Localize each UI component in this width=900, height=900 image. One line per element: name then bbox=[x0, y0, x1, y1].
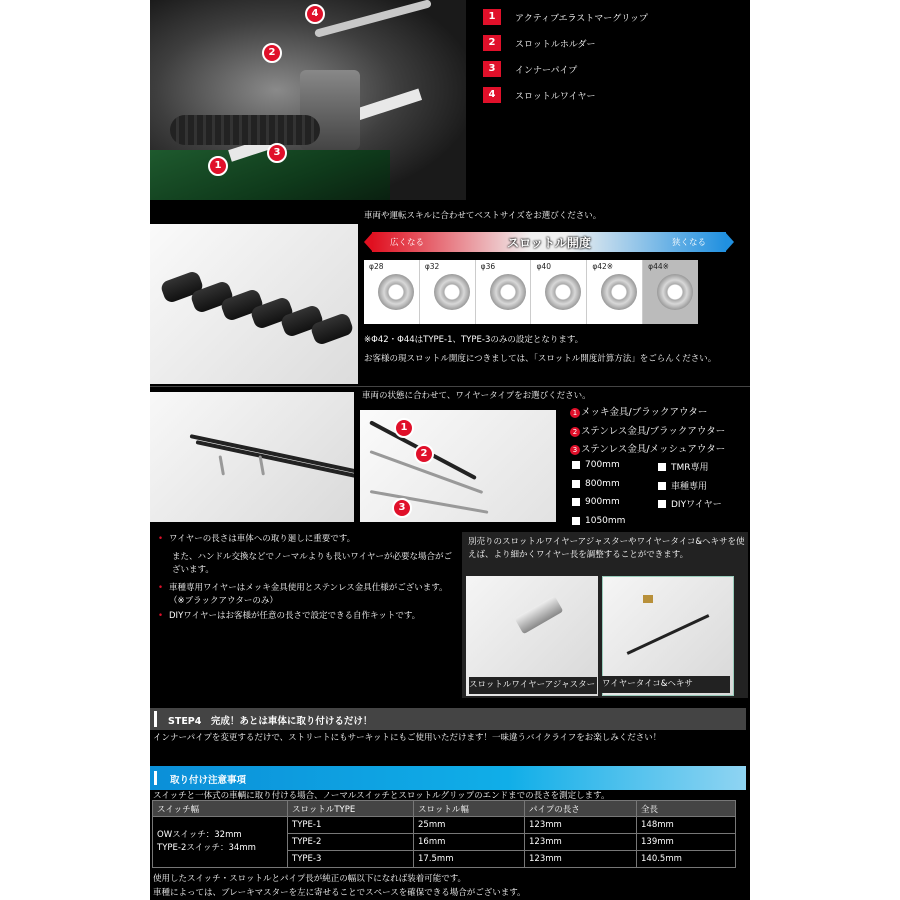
part-3: 3 インナーパイプ bbox=[483, 60, 577, 78]
wire-type-3: 3 ステンレス金具/メッシュアウター bbox=[570, 441, 725, 455]
length-1050: 1050mm bbox=[572, 516, 625, 526]
product-page bbox=[150, 0, 750, 900]
wire-intro: 車両の状態に合わせて、ワイヤータイプをお選びください。 bbox=[362, 391, 591, 401]
notes-foot-2: 車種によっては、ブレーキマスターを左に寄せることでスペースを確保できる場合がございます。 bbox=[153, 888, 526, 898]
size-intro: 車両や運転スキルに合わせてベストサイズをお選びください。 bbox=[364, 211, 602, 221]
photo-marker-2: 2 bbox=[262, 43, 282, 63]
wire-marker-1: 1 bbox=[394, 418, 414, 438]
wire-marker-3: 3 bbox=[392, 498, 412, 518]
adjuster-panel bbox=[462, 532, 748, 698]
cam-42: φ42※ bbox=[587, 260, 643, 324]
step4-heading: STEP4 完成！あとは車体に取り付けるだけ！ bbox=[150, 708, 746, 730]
wire-type-1: 1 メッキ金具/ブラックアウター bbox=[570, 404, 707, 418]
cam-32: φ32 bbox=[420, 260, 476, 324]
handlebar-photo bbox=[150, 0, 466, 200]
adjuster-photo bbox=[466, 576, 598, 696]
cam-40: φ40 bbox=[531, 260, 587, 324]
type-diy: DIYワイヤー bbox=[658, 497, 722, 510]
bullet-1: • ワイヤーの長さは車体への取り廻しに重要です。 bbox=[158, 534, 356, 544]
table-row: OWスイッチ：32mm TYPE-2スイッチ：34mm TYPE-1 25mm 123mm 148mm bbox=[153, 817, 736, 834]
photo-marker-3: 3 bbox=[267, 143, 287, 163]
cables-photo bbox=[150, 392, 354, 522]
bullet-3: • DIYワイヤーはお客様が任意の長さで設定できる自作キットです。 bbox=[158, 611, 421, 621]
wide-label: 広くなる bbox=[390, 238, 425, 248]
wire-type-2: 2 ステンレス金具/ブラックアウター bbox=[570, 423, 725, 437]
type-model-specific: 車種専用 bbox=[658, 479, 707, 492]
opening-title: スロットル開度 bbox=[507, 236, 591, 250]
part-4: 4 スロットルワイヤー bbox=[483, 86, 596, 104]
type-tmr: TMR専用 bbox=[658, 460, 709, 473]
notes-foot-1: 使用したスイッチ・スロットルとパイプ長が純正の幅以下になれば装着可能です。 bbox=[153, 874, 467, 884]
length-700: 700mm bbox=[572, 460, 620, 470]
photo-marker-1: 1 bbox=[208, 156, 228, 176]
taiko-caption: ワイヤータイコ&ヘキサ bbox=[602, 676, 730, 693]
wire-marker-2: 2 bbox=[414, 444, 434, 464]
adjuster-text: 別売りのスロットルワイヤーアジャスターやワイヤータイコ&ヘキサを使えば、より細かくワイヤー長を調整することができます。 bbox=[468, 537, 745, 560]
table-row: TYPE-2 16mm 123mm 139mm bbox=[153, 834, 736, 851]
cam-sizes bbox=[364, 260, 698, 324]
length-900: 900mm bbox=[572, 497, 620, 507]
inner-pipes-photo bbox=[150, 224, 358, 384]
spec-table bbox=[152, 800, 736, 868]
part-2: 2 スロットルホルダー bbox=[483, 34, 595, 52]
narrow-label: 狭くなる bbox=[671, 238, 706, 248]
step4-text: インナーパイプを変更するだけで、ストリートにもサーキットにもご使用いただけます！一味違うバイクライフをお楽しみください！ bbox=[153, 733, 662, 743]
part-1: 1 アクティブエラストマーグリップ bbox=[483, 8, 648, 26]
notes-intro: スイッチと一体式の車輌に取り付ける場合、ノーマルスイッチとスロットルグリップのエンドまでの長さを測定します。 bbox=[153, 791, 610, 801]
cam-28: φ28 bbox=[364, 260, 420, 324]
bullet-1-sub: また、ハンドル交換などでノーマルよりも長いワイヤーが必要な場合がございます。 bbox=[172, 552, 452, 575]
adjuster-caption: スロットルワイヤーアジャスター bbox=[469, 677, 597, 694]
table-header: スイッチ幅 スロットルTYPE スロットル幅 パイプの長さ 全長 bbox=[153, 801, 736, 817]
size-note-2: お客様の現スロットル開度につきましては、「スロットル開度計算方法」をごらんください。 bbox=[364, 354, 717, 364]
throttle-opening-scale bbox=[364, 232, 734, 252]
bullet-2: • 車種専用ワイヤーはメッキ金具使用とステンレス金具仕様がございます。（※ブラックアウターのみ） bbox=[158, 583, 448, 606]
cam-44: φ44※ bbox=[643, 260, 698, 324]
length-800: 800mm bbox=[572, 479, 620, 489]
wire-types-photo bbox=[360, 410, 556, 522]
taiko-photo bbox=[602, 576, 734, 696]
cam-36: φ36 bbox=[476, 260, 532, 324]
switch-width-cell: OWスイッチ：32mm TYPE-2スイッチ：34mm bbox=[153, 817, 288, 868]
size-note-1: ※Φ42・Φ44はTYPE-1、TYPE-3のみの設定となります。 bbox=[364, 335, 584, 345]
notes-heading: 取り付け注意事項 bbox=[150, 766, 746, 790]
table-row: TYPE-3 17.5mm 123mm 140.5mm bbox=[153, 851, 736, 868]
photo-marker-4: 4 bbox=[305, 4, 325, 24]
